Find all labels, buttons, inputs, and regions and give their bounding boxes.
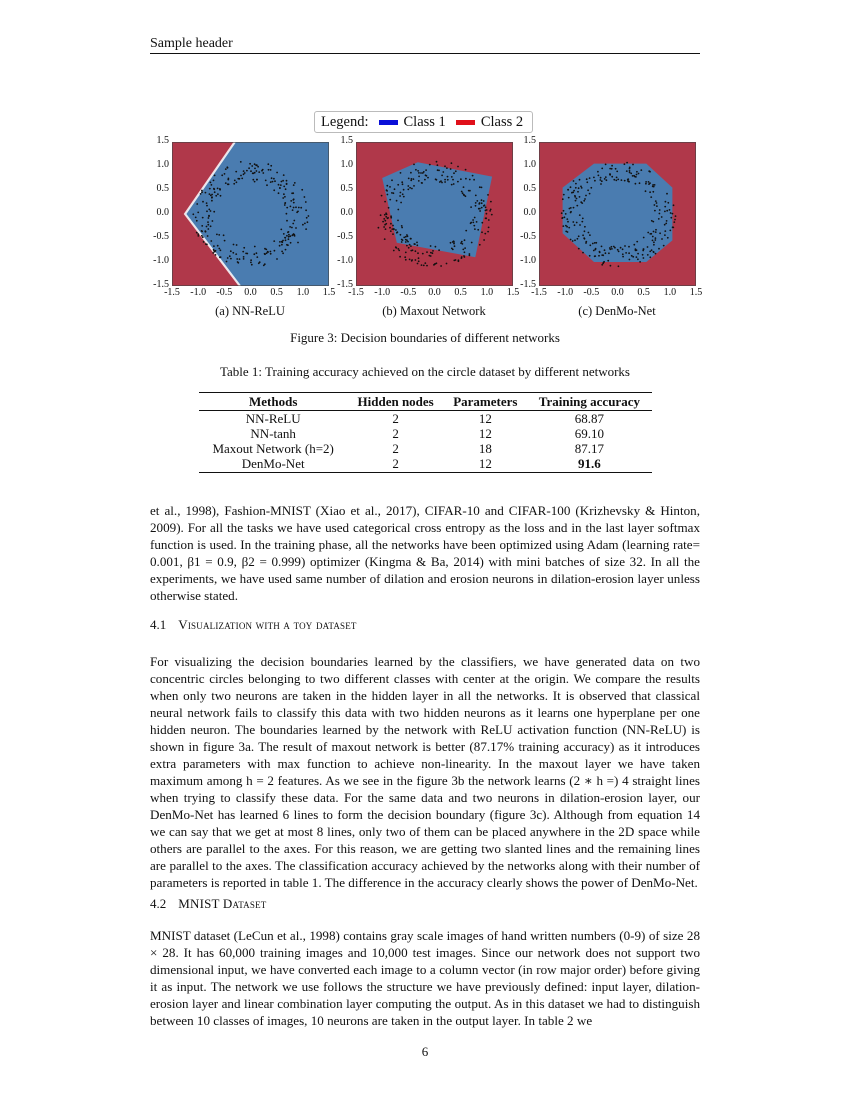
cell-accuracy: 87.17 [574,441,604,456]
legend-item-class-1: Class 1 [403,113,446,130]
x-tick-label: -1.0 [557,287,574,298]
col-hidden-nodes: Hidden nodes [347,393,444,411]
cell-hidden: 2 [392,426,399,441]
x-tick-label: 1.5 [689,287,703,298]
x-tick-label: 1.5 [506,287,520,298]
legend-item-class-2: Class 2 [480,113,524,130]
x-tick-label: 1.0 [296,287,310,298]
paragraph-toy-dataset: For visualizing the decision boundaries learned by the classifiers, we have generated data on two concentric circles belonging to two different classes with center at the origin. We compare the results when only two neurons are taken in the hidden layer in all the networks. It is observed that classical neural network fails to classify this data with two hidden neurons as it learns one hyperplane per one hidden neuron. The boundaries learned by the network with ReLU activation function (NN-ReLU) is shown in figure 3a. The result of maxout network is better (87.17% training accuracy) as it introduces extra parameters with max function to achieve non-linearity. In the maxout layer we have taken maximum among h = 2 features. As we see in the figure 3b the network learns (2 ∗ h =) 4 straight lines when trying to classify these data. For the same data and two neurons in dilation-erosion layer, our DenMo-Net has learned 6 lines to form the decision boundary (figure 3c). Although from equation 14 we can say that we get at most 8 lines, only two of them can be placed anywhere in the 2D space while others are parallel to the axes. For this reason, we are getting two slanted lines and the remaining lines are parallel to the axes. The classification accuracy achieved by the networks along with their number of parameters is reported in table 1. The difference in the accuracy clearly shows the power of DenMo-Net. [150,654,700,890]
section-title: Visualization with a toy dataset [178,617,357,632]
subcaption-c: (c) DenMo-Net [578,304,656,318]
section-4-2-heading [150,896,266,912]
figure-3-plots [0,0,850,320]
cell-hidden: 2 [392,411,399,426]
y-tick-label: -1.0 [337,255,353,266]
table-row [199,426,652,441]
x-tick-label: -1.0 [190,287,207,298]
x-tick-label: 1.0 [480,287,494,298]
section-number: 4.2 [150,896,167,911]
y-tick-label: 0.5 [523,183,536,194]
y-tick-label: 0.5 [340,183,353,194]
cell-params: 12 [478,426,492,441]
x-tick-label: -0.5 [400,287,417,298]
y-tick-label: -0.5 [337,231,353,242]
col-training-accuracy: Training accuracy [527,393,652,411]
cell-method: Maxout Network (h=2) [212,441,334,456]
running-header: Sample header [150,36,233,51]
y-tick-label: 0.5 [156,183,169,194]
page-number: 6 [421,1044,429,1059]
cell-method: NN-ReLU [245,411,301,426]
x-tick-label: 0.0 [428,287,441,298]
x-tick-label: 0.5 [637,287,650,298]
cell-method: DenMo-Net [199,456,347,473]
y-tick-label: -1.5 [520,279,536,290]
y-tick-label: 1.5 [523,135,536,146]
y-tick-label: -1.0 [520,255,536,266]
figure-caption: Figure 3: Decision boundaries of different networks [290,330,560,345]
x-tick-label: -0.5 [583,287,600,298]
cell-accuracy-best: 91.6 [527,456,652,473]
y-tick-label: 1.0 [523,159,536,170]
cell-params: 12 [444,456,527,473]
cell-hidden: 2 [392,441,399,456]
y-tick-label: 1.0 [340,159,353,170]
y-tick-label: -1.5 [337,279,353,290]
plot-b-maxout [356,142,513,286]
cell-accuracy: 69.10 [574,426,604,441]
x-tick-label: 1.5 [322,287,336,298]
section-4-1-heading [150,617,357,633]
y-tick-label: -0.5 [153,231,169,242]
plot-c-denmo [539,142,696,286]
plot-a-nn-relu [172,142,329,286]
y-tick-label: 0.0 [340,207,353,218]
x-tick-label: -1.5 [531,287,547,298]
col-parameters: Parameters [444,393,527,411]
table-row [199,441,652,456]
cell-params: 12 [478,411,492,426]
y-tick-label: 1.0 [156,159,169,170]
paragraph-mnist: MNIST dataset (LeCun et al., 1998) contains gray scale images of hand written numbers (0-9) of size 28 × 28. It has 60,000 training images and 10,000 test images. Since our network does not support two dimensional input, we have converted each image to a column vector (in row major order) before giving it as input. The network we use follows the structure we have previously defined: input layer, dilation-erosion layer and linear combination layer computing the output. As in this dataset we had to distinguish between 10 classes of images, 10 neurons are taken in the output layer. In table 2 we [150,928,700,1028]
table-row [199,411,652,427]
cell-method: NN-tanh [250,426,296,441]
y-tick-label: 0.0 [156,207,169,218]
col-methods: Methods [199,393,347,411]
section-number: 4.1 [150,617,167,632]
cell-hidden: 2 [347,456,444,473]
y-tick-label: 1.5 [156,135,169,146]
subcaption-b: (b) Maxout Network [382,304,486,318]
section-title: MNIST Dataset [178,896,267,911]
table-header-row [199,393,652,411]
table-caption: Table 1: Training accuracy achieved on the circle dataset by different networks [219,364,630,379]
x-tick-label: -1.5 [164,287,180,298]
cell-accuracy: 68.87 [574,411,604,426]
results-table [199,392,652,473]
x-tick-label: 0.5 [454,287,467,298]
y-tick-label: -1.5 [153,279,169,290]
y-tick-label: 1.5 [340,135,353,146]
x-tick-label: 0.0 [611,287,624,298]
x-tick-label: 0.5 [270,287,283,298]
cell-params: 18 [478,441,492,456]
table-row [199,456,652,473]
x-tick-label: 0.0 [244,287,257,298]
y-tick-label: -0.5 [520,231,536,242]
y-tick-label: 0.0 [523,207,536,218]
x-tick-label: -0.5 [216,287,233,298]
class1-region [563,164,673,262]
subcaption-a: (a) NN-ReLU [215,304,285,318]
x-tick-label: -1.0 [374,287,391,298]
paragraph-datasets: et al., 1998), Fashion-MNIST (Xiao et al., 2017), CIFAR-10 and CIFAR-100 (Krizhevsky & Hinton, 2009). For all the tasks we have used categorical cross entropy as the loss and in the last layer softmax function is used. In the training phase, all the networks have been optimized using Adam (learning rate= 0.001, β1 = 0.9, β2 = 0.999) optimizer (Kingma & Ba, 2014) with mini batches of size 32. In all the experiments, we have used same number of dilation and erosion neurons in dilation-erosion layer unless otherwise stated. [150,503,700,603]
legend-label: Legend: [321,113,369,130]
x-tick-label: -1.5 [348,287,364,298]
y-tick-label: -1.0 [153,255,169,266]
x-tick-label: 1.0 [663,287,677,298]
